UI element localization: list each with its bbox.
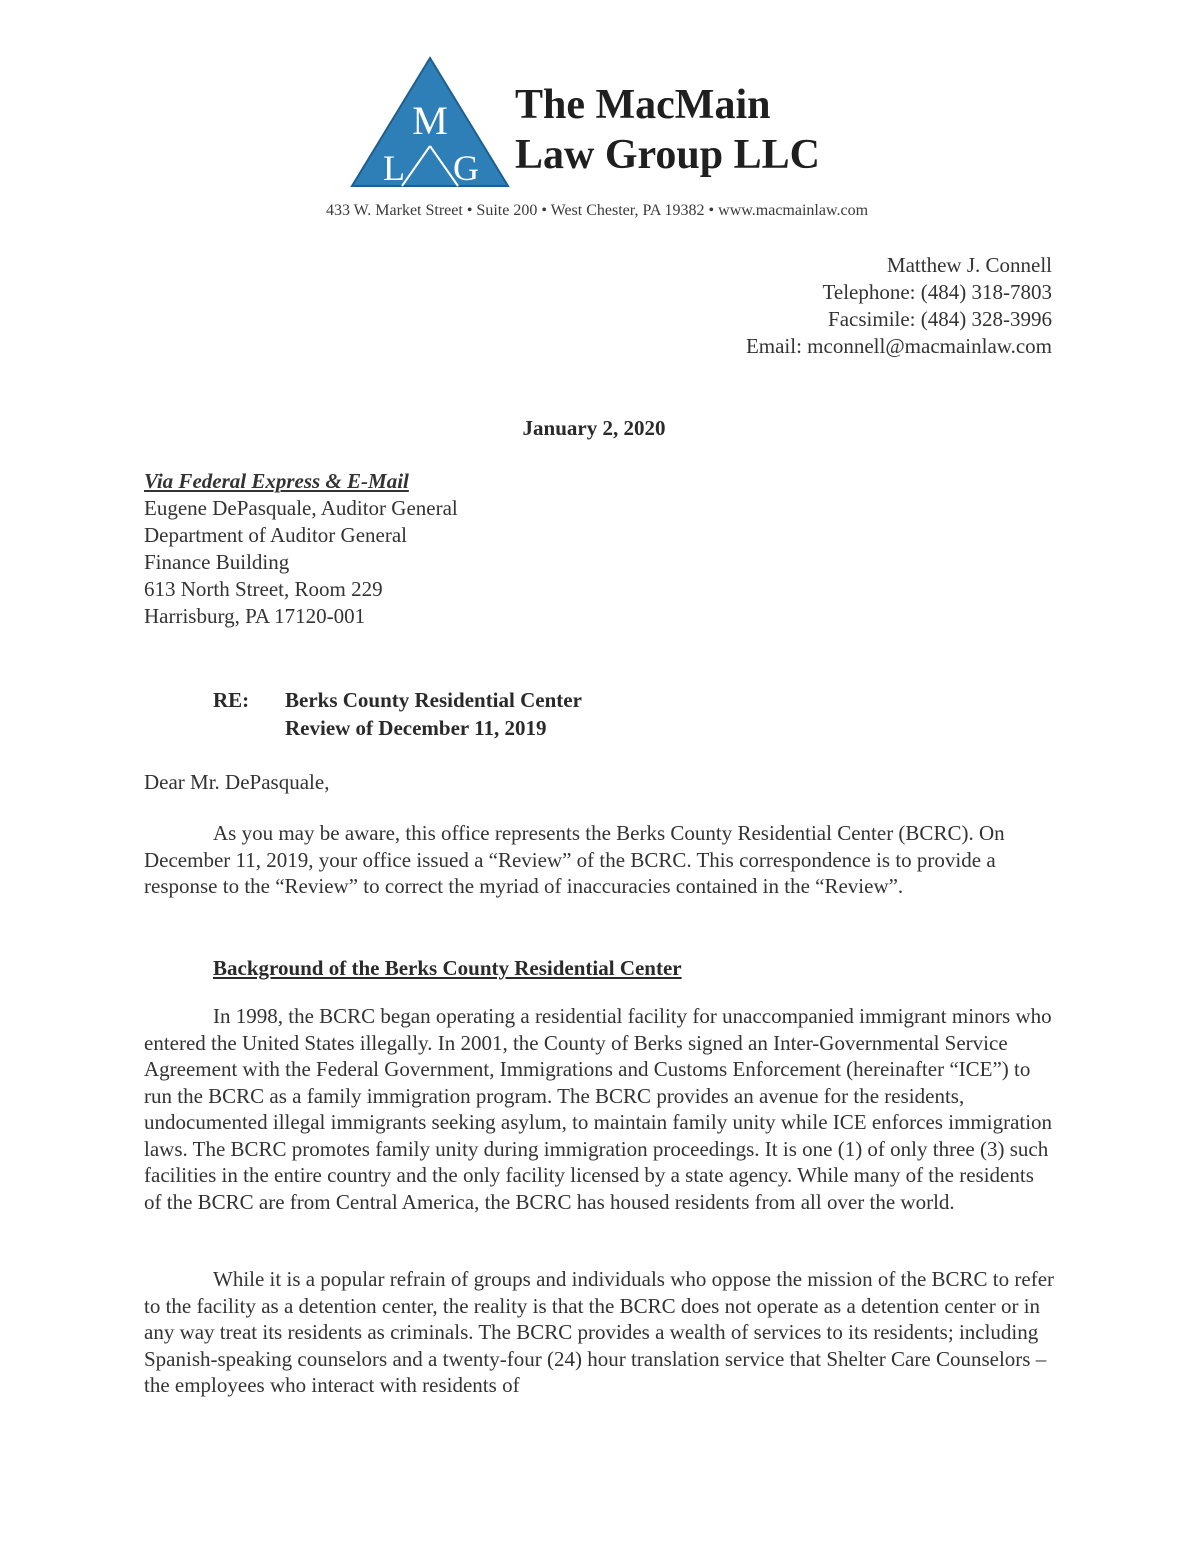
- recipient-line: Finance Building: [144, 550, 290, 574]
- detention-paragraph: While it is a popular refrain of groups and individuals who oppose the mission of the BCRC to refer to the facility as a detention center, the reality is that the BCRC does not operate as a detention center or in any way treat its residents as criminals. The BCRC provides a wealth of services to its residents; including Spanish-speaking counselors and a twenty-four (24) hour translation service that Shelter Care Counselors – the employees who interact with residents of: [144, 1267, 1055, 1397]
- intro-paragraph: As you may be aware, this office represents the Berks County Residential Center (BCRC). On December 11, 2019, your office issued a “Review” of the BCRC. This correspondence is to provide a response to the “Review” to correct the myriad of inaccuracies contained in the “Review”.: [144, 821, 1005, 898]
- letter-date: January 2, 2020: [522, 416, 666, 440]
- firm-name-line1: The MacMain: [515, 82, 771, 128]
- recipient-block: [144, 468, 458, 630]
- logo-letter-m: M: [412, 98, 448, 143]
- firm-name: [515, 80, 820, 180]
- logo-letter-g: G: [453, 148, 479, 188]
- sender-facsimile: Facsimile: (484) 328-3996: [828, 307, 1052, 331]
- background-paragraph: In 1998, the BCRC began operating a residential facility for unaccompanied immigrant minors who entered the United States illegally. In 2001, the County of Berks signed an Inter-Governmental Service Agreement with the Federal Government, Immigrations and Customs Enforcement (hereinafter “ICE”) to run the BCRC as a family immigration program. The BCRC provides an avenue for the residents, undocumented illegal immigrants seeking asylum, to maintain family unity while ICE enforces immigration laws. The BCRC promotes family unity during immigration proceedings. It is one (1) of only three (3) such facilities in the entire country and the only facility licensed by a state agency. While many of the residents of the BCRC are from Central America, the BCRC has housed residents from all over the world.: [144, 1004, 1053, 1214]
- salutation: Dear Mr. DePasquale,: [144, 770, 330, 794]
- firm-logo: [350, 56, 510, 188]
- recipient-line: Eugene DePasquale, Auditor General: [144, 496, 458, 520]
- subject-block: [213, 686, 582, 742]
- firm-address: 433 W. Market Street • Suite 200 • West Chester, PA 19382 • www.macmainlaw.com: [325, 202, 869, 219]
- sender-contact: [746, 252, 1052, 360]
- sender-email: Email: mconnell@macmainlaw.com: [745, 334, 1052, 358]
- subject-line1: Berks County Residential Center: [285, 688, 582, 712]
- delivery-method: Via Federal Express & E-Mail: [144, 469, 409, 493]
- logo-letter-l: L: [383, 148, 405, 188]
- sender-telephone: Telephone: (484) 318-7803: [822, 280, 1052, 304]
- recipient-line: Department of Auditor General: [144, 523, 407, 547]
- subject-label: RE:: [213, 688, 250, 712]
- sender-name: Matthew J. Connell: [886, 253, 1052, 277]
- firm-name-line2: Law Group LLC: [515, 132, 820, 178]
- subject-line2: Review of December 11, 2019: [285, 716, 547, 740]
- recipient-line: Harrisburg, PA 17120-001: [144, 604, 366, 628]
- recipient-line: 613 North Street, Room 229: [144, 577, 383, 601]
- section-heading: Background of the Berks County Residential Center: [213, 956, 682, 980]
